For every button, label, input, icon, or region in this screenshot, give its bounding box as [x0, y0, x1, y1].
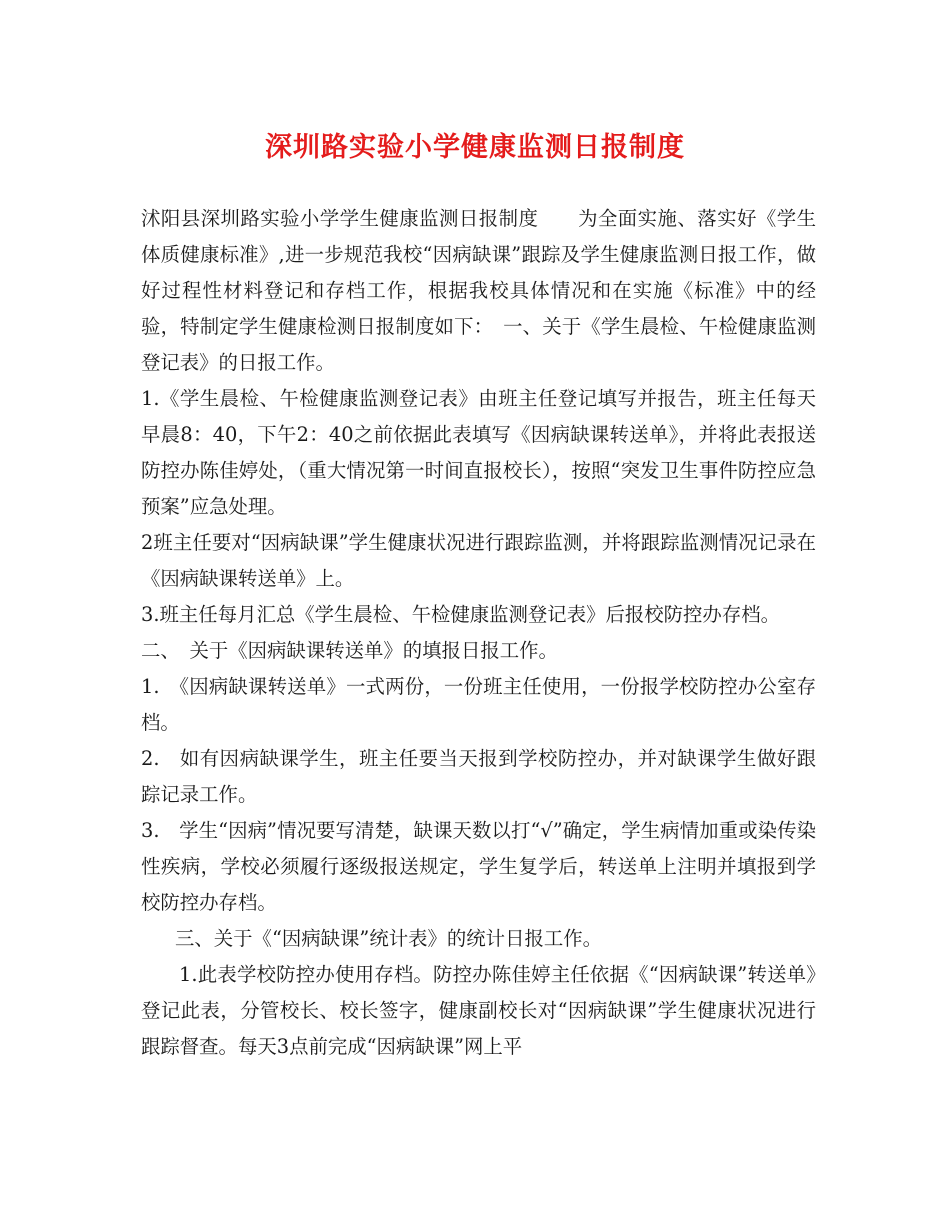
paragraph-section3-item1: 1.此表学校防控办使用存档。防控办陈佳婷主任依据《“因病缺课”转送单》登记此表，分管校长、校长签字，健康副校长对“因病缺课”学生健康状况进行跟踪督查。每天3点前完成“因病缺课”网上平	[141, 963, 816, 1058]
paragraph-section2-item1: 1. 《因病缺课转送单》一式两份，一份班主任使用，一份报学校防控办公室存档。	[141, 675, 816, 734]
paragraph-section1-item1: 1.《学生晨检、午检健康监测登记表》由班主任登记填写并报告，班主任每天早晨8：40，下午2：40之前依据此表填写《因病缺课转送单》，并将此表报送防控办陈佳婷处，（重大情况第一时间直报校长），按照“突发卫生事件防控应急预案”应急处理。	[141, 387, 816, 518]
document-body	[141, 201, 816, 1065]
paragraph-section2-item3: 3. 学生“因病”情况要写清楚，缺课天数以打“√”确定，学生病情加重或染传染性疾病，学校必须履行逐级报送规定，学生复学后，转送单上注明并填报到学校防控办存档。	[141, 819, 816, 914]
document-title: 深圳路实验小学健康监测日报制度	[265, 132, 685, 163]
paragraph-section2-item2: 2. 如有因病缺课学生，班主任要当天报到学校防控办，并对缺课学生做好跟踪记录工作。	[141, 747, 816, 806]
paragraph-section1-item3: 3.班主任每月汇总《学生晨检、午检健康监测登记表》后报校防控办存档。	[141, 603, 780, 626]
paragraph-intro: 沭阳县深圳路实验小学学生健康监测日报制度 为全面实施、落实好《学生体质健康标准》,进一步规范我校“因病缺课”跟踪及学生健康监测日报工作，做好过程性材料登记和存档工作，根据我校具体情况和在实施《标准》中的经验，特制定学生健康检测日报制度如下： 一、关于《学生晨检、午检健康监测登记表》的日报工作。	[141, 207, 816, 374]
section3-heading: 三、关于《“因病缺课”统计表》的统计日报工作。	[175, 927, 603, 950]
section2-heading: 二、 关于《因病缺课转送单》的填报日报工作。	[141, 639, 558, 662]
paragraph-section1-item2: 2班主任要对“因病缺课”学生健康状况进行跟踪监测，并将跟踪监测情况记录在《因病缺课转送单》上。	[141, 531, 816, 590]
